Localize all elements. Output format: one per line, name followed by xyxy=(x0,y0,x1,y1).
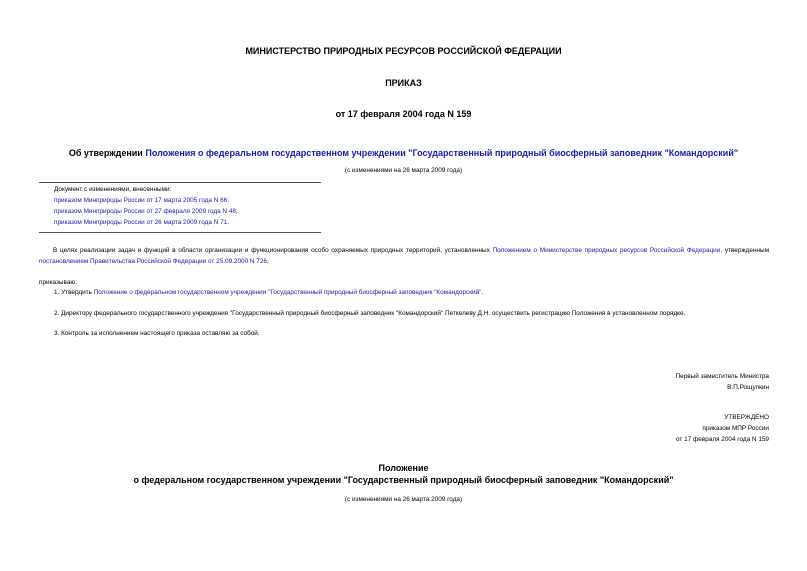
point-1-suffix: . xyxy=(481,289,484,296)
doc-type-heading: ПРИКАЗ xyxy=(385,78,422,88)
amendments-intro: Документ с изменениями, внесенными: xyxy=(54,186,172,193)
amendment-link-2[interactable]: приказом Минприроды России от 27 февраля 2009 года N 48; xyxy=(54,208,238,215)
point-2: 2. Директору федерального государственного учреждения "Государственный природный биосферный заповедник "Командорский" Петкелеву Д.Н. осуществить регистрацию Положения в установленном порядке. xyxy=(54,310,686,317)
preamble-text-1: В целях реализации задач и функций в области организации и функционирования особо охраняемых природных территорий, установленных xyxy=(53,247,493,254)
order-word: приказываю: xyxy=(39,279,77,286)
approval-line-2: приказом МПР России xyxy=(702,425,769,432)
point-1 xyxy=(54,289,483,296)
point-1-regulation-link[interactable]: Положение о федеральном государственном учреждении "Государственный природный биосферный заповедник "Командорский" xyxy=(93,289,482,296)
document-title xyxy=(0,148,807,158)
amendment-link-1[interactable]: приказом Минприроды России от 17 марта 2005 года N 66; xyxy=(54,197,229,204)
title-prefix: Об утверждении xyxy=(68,148,146,158)
preamble-text-3: , xyxy=(266,258,269,265)
amendment-link-3[interactable]: приказом Минприроды России от 26 марта 2009 года N 71. xyxy=(54,219,229,226)
preamble-paragraph xyxy=(39,245,769,267)
approval-line-3: от 17 февраля 2004 года N 159 xyxy=(676,436,769,443)
point-1-prefix: 1. Утвердить xyxy=(54,289,94,296)
regulation-changes-note: (с изменениями на 26 марта 2009 года) xyxy=(344,496,463,503)
regulation-subtitle: о федеральном государственном учреждении "Государственный природный биосферный заповедник "Командорский" xyxy=(133,475,674,485)
title-regulation-link[interactable]: Положения о федеральном государственном учреждении "Государственный природный биосферный заповедник "Командорский" xyxy=(145,148,739,158)
regulation-title: Положение xyxy=(378,463,429,473)
signature-block xyxy=(676,371,769,393)
point-3: 3. Контроль за исполнением настоящего приказа оставляю за собой. xyxy=(54,330,260,337)
ministry-regulation-link[interactable]: Положением о Министерстве природных ресурсов Российской Федерации xyxy=(492,247,721,254)
preamble-text-2: , утвержденным xyxy=(720,247,769,254)
ministry-heading: МИНИСТЕРСТВО ПРИРОДНЫХ РЕСУРСОВ РОССИЙСКОЙ ФЕДЕРАЦИИ xyxy=(245,46,562,56)
approval-line-1: УТВЕРЖДЕНО xyxy=(724,414,769,421)
amendments-divider-bottom xyxy=(39,232,321,233)
doc-date-number: от 17 февраля 2004 года N 159 xyxy=(335,109,472,119)
signature-name: В.П.Рощупкин xyxy=(727,384,769,391)
signature-position: Первый заместитель Министра xyxy=(675,373,769,380)
government-decree-link[interactable]: постановлением Правительства Российской Федерации от 25.09.2000 N 726 xyxy=(39,258,267,265)
approval-block xyxy=(676,412,769,445)
changes-note: (с изменениями на 26 марта 2009 года) xyxy=(344,167,463,174)
amendments-divider-top xyxy=(39,182,321,183)
